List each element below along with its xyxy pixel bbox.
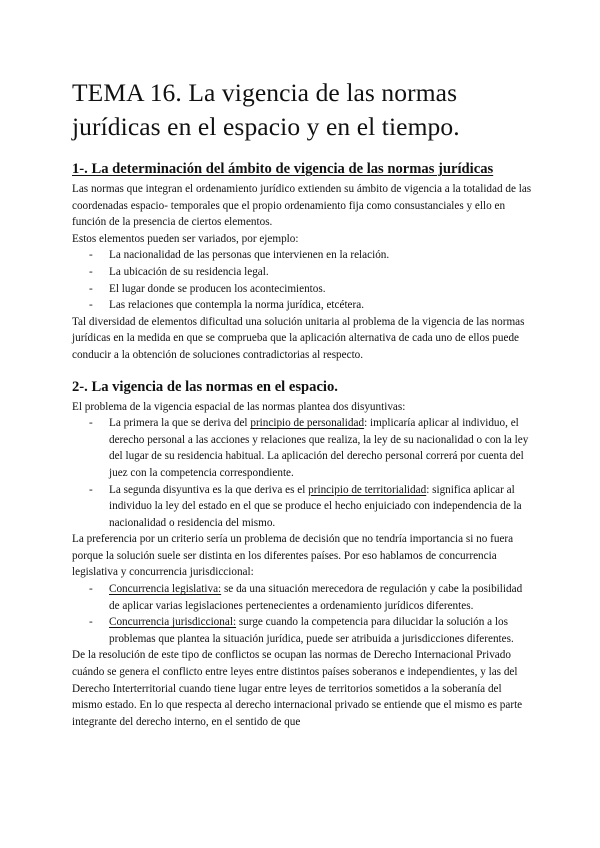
page-title: TEMA 16. La vigencia de las normas jurídicas en el espacio y en el tiempo. [72, 78, 460, 141]
section-1-closing: Tal diversidad de elementos dificultad una solución unitaria al problema de la vigencia de las normas jurídicas en la medida en que se comprueba que la aplicación alternativa de cada uno de ellos puede conducir a la obtención de soluciones contradictorias al respecto. [72, 315, 525, 361]
dash-bullet: - [89, 417, 93, 430]
list-item: - La nacionalidad de las personas que intervienen en la relación. [72, 247, 534, 264]
dash-bullet: - [89, 583, 93, 596]
section-2-final: De la resolución de este tipo de conflictos se ocupan las normas de Derecho Internacional Privado cuándo se genera el conflicto entre leyes entre distintos países soberanos e independientes, y las del Derecho Interterritorial cuando tiene lugar entre leyes de territorios sometidos a la soberanía del mismo estado. En lo que respecta al derecho internacional privado se entiende que el mismo es parte integrante del derecho interno, en el sentido de que [72, 649, 523, 728]
dash-bullet: - [89, 265, 93, 278]
section-2-intro: El problema de la vigencia espacial de las normas plantea dos disyuntivas: [72, 400, 406, 413]
dash-bullet: - [89, 483, 93, 496]
dash-bullet: - [89, 616, 93, 629]
section-2-preference: La preferencia por un criterio sería un problema de decisión que no tendría importancia si no fuera porque la solución suele ser distinta en los diferentes países. Por eso hablamos de concurrencia legislativa y concurrencia jurisdiccional: [72, 533, 514, 579]
dash-bullet: - [89, 282, 93, 295]
list-item: - El lugar donde se producen los acontecimientos. [72, 281, 534, 298]
legislative-concurrence-term: Concurrencia legislativa: [109, 583, 222, 596]
list-item: - La segunda disyuntiva es la que deriva es el principio de territorialidad: significa aplicar al individuo la ley del estado en el que se produce el hecho enjuiciado con independencia de la nacionalidad o residencia del mismo. [89, 483, 522, 529]
dash-bullet: - [89, 249, 93, 262]
document-body [72, 160, 534, 730]
section-1-intro: Las normas que integran el ordenamiento jurídico extienden su ámbito de vigencia a la totalidad de las coordenadas espacio- temporales que el propio ordenamiento fija como consustanciales y ello en función de la presencia de ciertos elementos. [72, 183, 532, 229]
section-2-principles-list [72, 415, 534, 531]
dash-bullet: - [89, 299, 93, 312]
list-item: - Concurrencia jurisdiccional: surge cuando la competencia para dilucidar la solución a los problemas que plantea la situación jurídica, puede ser atribuida a jurisdicciones diferentes. [89, 616, 514, 645]
section-1-heading: 1-. La determinación del ámbito de vigencia de las normas jurídicas [72, 161, 494, 177]
section-2-concurrence-list [72, 581, 534, 647]
section-1-list [72, 247, 534, 313]
list-item: - Las relaciones que contempla la norma jurídica, etcétera. [72, 297, 534, 314]
list-item: - La ubicación de su residencia legal. [72, 264, 534, 281]
jurisdictional-concurrence-term: Concurrencia jurisdiccional: [109, 616, 237, 629]
list-item: - Concurrencia legislativa: se da una situación merecedora de regulación y cabe la posibilidad de aplicar varias legislaciones pertenecientes a ordenamiento jurídicos diferentes. [89, 583, 523, 612]
principle-territoriality-term: principio de territorialidad [308, 483, 427, 496]
section-1-lead: Estos elementos pueden ser variados, por ejemplo: [72, 232, 299, 245]
section-2-heading: 2-. La vigencia de las normas en el espacio. [72, 378, 338, 395]
list-item: - La primera la que se deriva del principio de personalidad: implicaría aplicar al individuo, el derecho personal a las acciones y relaciones que realiza, la ley de su nacionalidad o con la ley del lugar de su residencia habitual. La aplicación del derecho personal correrá por cuenta del juez con la competencia correspondiente. [89, 417, 529, 479]
principle-personality-term: principio de personalidad [250, 417, 365, 430]
